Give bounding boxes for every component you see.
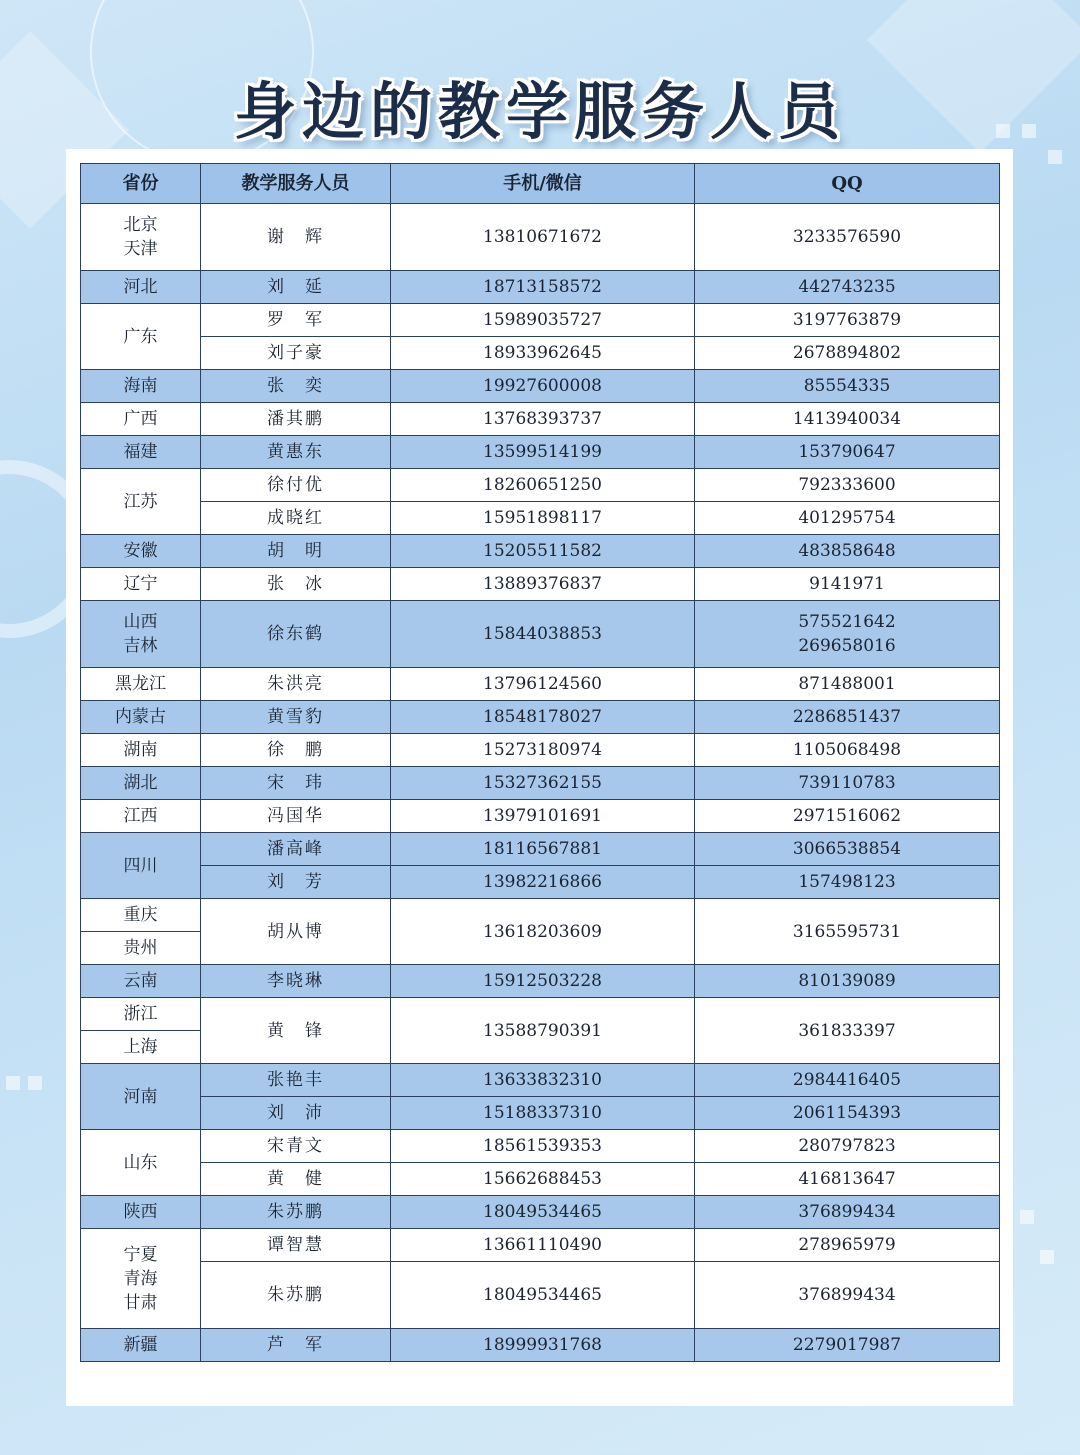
cell-name: 刘 沛 — [201, 1097, 391, 1130]
table-row — [81, 535, 1000, 568]
cell-qq: 376899434 — [695, 1262, 1000, 1329]
cell-qq: 9141971 — [695, 568, 1000, 601]
cell-phone: 13661110490 — [391, 1229, 695, 1262]
cell-phone: 13588790391 — [391, 998, 695, 1064]
cell-name: 谭智慧 — [201, 1229, 391, 1262]
cell-phone: 18999931768 — [391, 1329, 695, 1362]
cell-phone: 13633832310 — [391, 1064, 695, 1097]
cell-qq: 2971516062 — [695, 800, 1000, 833]
cell-qq: 810139089 — [695, 965, 1000, 998]
cell-province: 广东 — [81, 304, 201, 370]
table-row — [81, 1329, 1000, 1362]
cell-qq: 416813647 — [695, 1163, 1000, 1196]
cell-phone: 18116567881 — [391, 833, 695, 866]
cell-province: 湖北 — [81, 767, 201, 800]
cell-phone: 15327362155 — [391, 767, 695, 800]
cell-name: 谢 辉 — [201, 204, 391, 271]
decor-square — [1020, 1210, 1034, 1224]
cell-name: 刘 芳 — [201, 866, 391, 899]
cell-province: 安徽 — [81, 535, 201, 568]
table-row — [81, 502, 1000, 535]
table-row — [81, 1229, 1000, 1262]
cell-province: 四川 — [81, 833, 201, 899]
cell-phone: 15273180974 — [391, 734, 695, 767]
cell-name: 成晓红 — [201, 502, 391, 535]
cell-name: 冯国华 — [201, 800, 391, 833]
cell-province: 黑龙江 — [81, 668, 201, 701]
staff-table — [80, 163, 1000, 1362]
cell-province: 重庆 — [81, 899, 201, 932]
header-qq: QQ — [695, 164, 1000, 204]
table-row — [81, 734, 1000, 767]
cell-province: 山东 — [81, 1130, 201, 1196]
cell-phone: 18260651250 — [391, 469, 695, 502]
cell-qq: 376899434 — [695, 1196, 1000, 1229]
cell-qq: 3197763879 — [695, 304, 1000, 337]
cell-phone: 15662688453 — [391, 1163, 695, 1196]
cell-qq: 871488001 — [695, 668, 1000, 701]
cell-name: 刘子豪 — [201, 337, 391, 370]
cell-name: 朱苏鹏 — [201, 1262, 391, 1329]
cell-name: 朱洪亮 — [201, 668, 391, 701]
decor-square — [6, 1076, 20, 1090]
table-row — [81, 701, 1000, 734]
cell-phone: 19927600008 — [391, 370, 695, 403]
cell-name: 徐东鹤 — [201, 601, 391, 668]
cell-province: 江西 — [81, 800, 201, 833]
cell-province: 江苏 — [81, 469, 201, 535]
cell-phone: 18049534465 — [391, 1262, 695, 1329]
table-row — [81, 767, 1000, 800]
table-row — [81, 1262, 1000, 1329]
cell-phone: 15205511582 — [391, 535, 695, 568]
cell-name: 朱苏鹏 — [201, 1196, 391, 1229]
cell-qq: 2061154393 — [695, 1097, 1000, 1130]
cell-province: 宁夏 青海 甘肃 — [81, 1229, 201, 1329]
cell-name: 张 冰 — [201, 568, 391, 601]
cell-qq: 2984416405 — [695, 1064, 1000, 1097]
table-row — [81, 436, 1000, 469]
decor-square — [1048, 150, 1062, 164]
table-row — [81, 1064, 1000, 1097]
cell-qq: 3165595731 — [695, 899, 1000, 965]
cell-phone: 18561539353 — [391, 1130, 695, 1163]
cell-province: 内蒙古 — [81, 701, 201, 734]
cell-province: 贵州 — [81, 932, 201, 965]
cell-qq: 361833397 — [695, 998, 1000, 1064]
page-title: 身边的教学服务人员 — [233, 75, 846, 148]
cell-qq: 85554335 — [695, 370, 1000, 403]
cell-phone: 18933962645 — [391, 337, 695, 370]
cell-qq: 401295754 — [695, 502, 1000, 535]
cell-name: 宋青文 — [201, 1130, 391, 1163]
header-province: 省份 — [81, 164, 201, 204]
cell-qq: 280797823 — [695, 1130, 1000, 1163]
table-row — [81, 469, 1000, 502]
cell-phone: 13768393737 — [391, 403, 695, 436]
cell-name: 芦 军 — [201, 1329, 391, 1362]
cell-name: 黄 锋 — [201, 998, 391, 1064]
cell-qq: 278965979 — [695, 1229, 1000, 1262]
cell-qq: 442743235 — [695, 271, 1000, 304]
table-row — [81, 833, 1000, 866]
table-row — [81, 403, 1000, 436]
cell-name: 胡 明 — [201, 535, 391, 568]
cell-province: 海南 — [81, 370, 201, 403]
table-row — [81, 800, 1000, 833]
cell-qq: 792333600 — [695, 469, 1000, 502]
cell-name: 罗 军 — [201, 304, 391, 337]
table-row — [81, 899, 1000, 932]
cell-qq: 3233576590 — [695, 204, 1000, 271]
cell-qq: 2678894802 — [695, 337, 1000, 370]
table-row — [81, 271, 1000, 304]
cell-phone: 18548178027 — [391, 701, 695, 734]
cell-qq: 2286851437 — [695, 701, 1000, 734]
table-row — [81, 1097, 1000, 1130]
cell-province: 河北 — [81, 271, 201, 304]
cell-phone: 15951898117 — [391, 502, 695, 535]
cell-qq: 2279017987 — [695, 1329, 1000, 1362]
decor-square — [1040, 1250, 1054, 1264]
cell-name: 潘其鹏 — [201, 403, 391, 436]
cell-province: 山西 吉林 — [81, 601, 201, 668]
cell-phone: 13599514199 — [391, 436, 695, 469]
cell-qq: 1105068498 — [695, 734, 1000, 767]
cell-province: 福建 — [81, 436, 201, 469]
table-row — [81, 1196, 1000, 1229]
cell-qq: 3066538854 — [695, 833, 1000, 866]
cell-name: 宋 玮 — [201, 767, 391, 800]
cell-name: 胡从博 — [201, 899, 391, 965]
cell-phone: 18713158572 — [391, 271, 695, 304]
cell-province: 新疆 — [81, 1329, 201, 1362]
cell-phone: 13889376837 — [391, 568, 695, 601]
cell-phone: 13618203609 — [391, 899, 695, 965]
table-row — [81, 668, 1000, 701]
cell-qq: 1413940034 — [695, 403, 1000, 436]
cell-qq: 575521642 269658016 — [695, 601, 1000, 668]
cell-phone: 13982216866 — [391, 866, 695, 899]
table-row — [81, 337, 1000, 370]
cell-name: 张艳丰 — [201, 1064, 391, 1097]
cell-phone: 13810671672 — [391, 204, 695, 271]
decor-square — [28, 1076, 42, 1090]
cell-province: 上海 — [81, 1031, 201, 1064]
cell-phone: 15188337310 — [391, 1097, 695, 1130]
cell-qq: 483858648 — [695, 535, 1000, 568]
table-row — [81, 601, 1000, 668]
cell-name: 黄 健 — [201, 1163, 391, 1196]
cell-province: 河南 — [81, 1064, 201, 1130]
cell-name: 黄雪豹 — [201, 701, 391, 734]
table-row — [81, 1163, 1000, 1196]
cell-name: 徐 鹏 — [201, 734, 391, 767]
cell-phone: 15912503228 — [391, 965, 695, 998]
table-row — [81, 866, 1000, 899]
cell-province: 北京 天津 — [81, 204, 201, 271]
cell-province: 浙江 — [81, 998, 201, 1031]
table-row — [81, 998, 1000, 1031]
cell-province: 云南 — [81, 965, 201, 998]
cell-name: 潘高峰 — [201, 833, 391, 866]
cell-province: 湖南 — [81, 734, 201, 767]
cell-qq: 153790647 — [695, 436, 1000, 469]
cell-phone: 13979101691 — [391, 800, 695, 833]
cell-qq: 157498123 — [695, 866, 1000, 899]
cell-province: 广西 — [81, 403, 201, 436]
table-row — [81, 568, 1000, 601]
cell-phone: 18049534465 — [391, 1196, 695, 1229]
table-row — [81, 204, 1000, 271]
cell-province: 陕西 — [81, 1196, 201, 1229]
cell-phone: 13796124560 — [391, 668, 695, 701]
cell-qq: 739110783 — [695, 767, 1000, 800]
table-row — [81, 370, 1000, 403]
cell-phone: 15844038853 — [391, 601, 695, 668]
cell-province: 辽宁 — [81, 568, 201, 601]
header-phone: 手机/微信 — [391, 164, 695, 204]
cell-name: 刘 延 — [201, 271, 391, 304]
header-staff: 教学服务人员 — [201, 164, 391, 204]
table-row — [81, 304, 1000, 337]
table-row — [81, 1130, 1000, 1163]
cell-name: 黄惠东 — [201, 436, 391, 469]
cell-phone: 15989035727 — [391, 304, 695, 337]
cell-name: 李晓琳 — [201, 965, 391, 998]
cell-name: 张 奕 — [201, 370, 391, 403]
table-row — [81, 965, 1000, 998]
table-header-row — [81, 164, 1000, 204]
cell-name: 徐付优 — [201, 469, 391, 502]
